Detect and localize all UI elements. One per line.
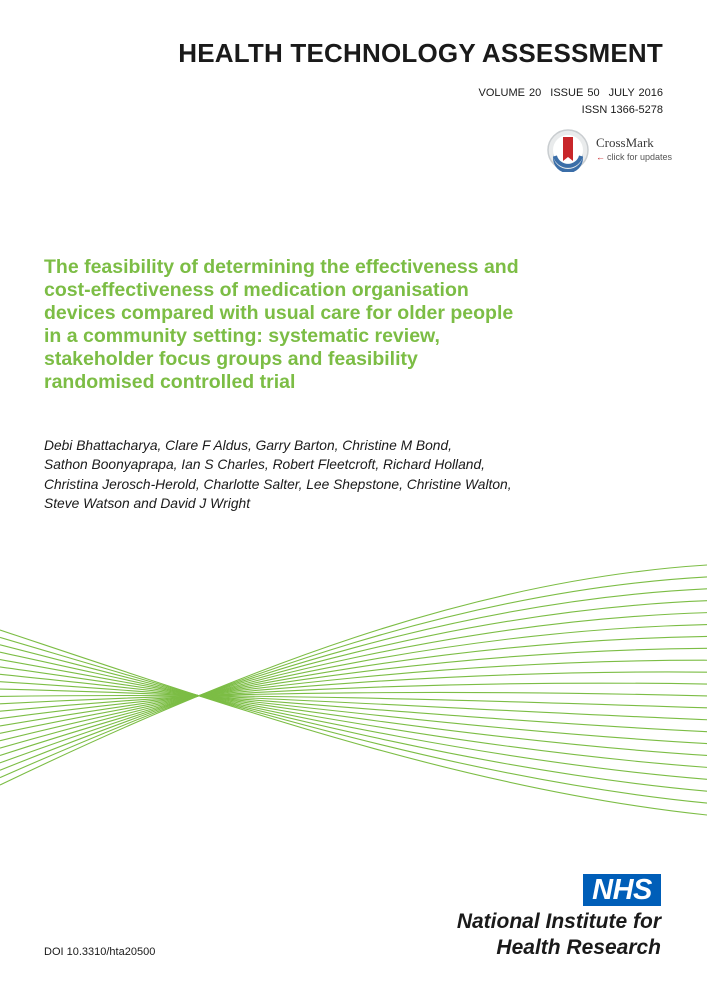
volume-label: VOLUME 20 <box>478 87 542 99</box>
wave-line <box>0 667 707 756</box>
title-line: stakeholder focus groups and feasibility <box>44 348 418 370</box>
crossmark-subtitle <box>596 152 672 162</box>
wave-line <box>0 613 707 756</box>
author-line: Christina Jerosch-Herold, Charlotte Salter, Lee Shepstone, Christine Walton, <box>44 476 512 492</box>
author-line: Debi Bhattacharya, Clare F Aldus, Garry Barton, Christine M Bond, <box>44 438 452 453</box>
crossmark-icon <box>546 128 590 172</box>
article-title <box>44 256 624 394</box>
institute-line: National Institute for <box>456 910 661 933</box>
arrow-left-icon: ← <box>596 152 605 162</box>
title-line: cost-effectiveness of medication organisation <box>44 279 469 301</box>
title-line: The feasibility of determining the effectiveness and <box>44 256 519 278</box>
date-label: JULY 2016 <box>608 87 663 99</box>
wave-line <box>0 682 707 732</box>
journal-title: HEALTH TECHNOLOGY ASSESSMENT <box>178 38 663 68</box>
nhs-logo[interactable]: NHS <box>583 874 661 906</box>
doi-label[interactable]: DOI 10.3310/hta20500 <box>44 946 156 958</box>
wave-line <box>0 648 707 733</box>
decorative-wave-lines <box>0 560 707 860</box>
crossmark-subtitle-text: click for updates <box>607 152 673 162</box>
crossmark-name: CrossMark <box>596 135 654 150</box>
issn-label: ISSN 1366-5278 <box>581 104 663 116</box>
author-list <box>44 436 644 513</box>
author-line: Sathon Boonyaprapa, Ian S Charles, Robert Fleetcroft, Richard Holland, <box>44 457 485 473</box>
issue-line <box>479 87 663 99</box>
institute-name <box>457 909 661 961</box>
issue-label: ISSUE 50 <box>550 87 600 99</box>
title-line: devices compared with usual care for older people <box>44 302 514 324</box>
title-line: in a community setting: systematic review, <box>44 325 440 347</box>
title-line: randomised controlled trial <box>44 371 296 393</box>
author-line: Steve Watson and David J Wright <box>44 495 251 511</box>
wave-line <box>0 683 707 711</box>
institute-line: Health Research <box>496 936 661 959</box>
crossmark-badge[interactable] <box>546 128 673 172</box>
